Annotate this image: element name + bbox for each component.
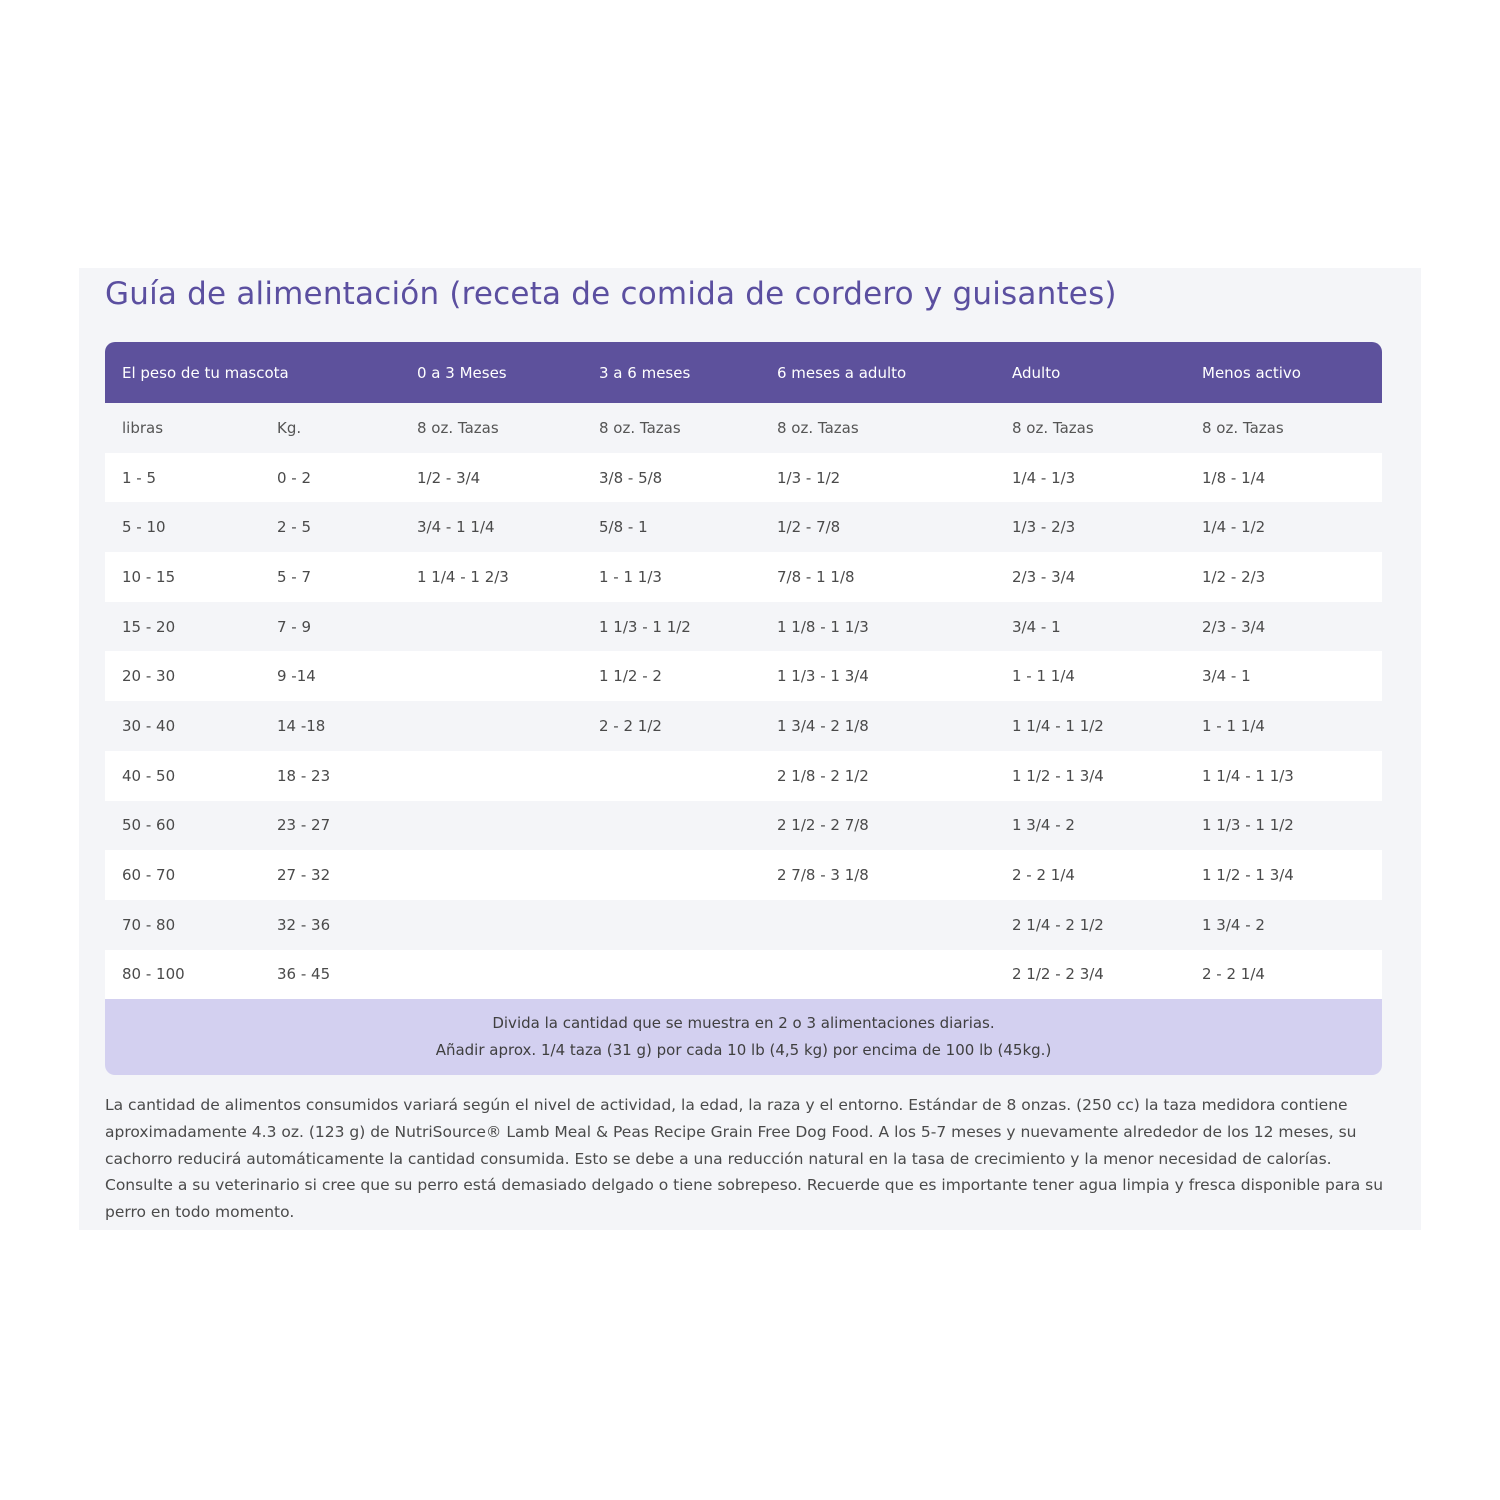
table-cell: 7 - 9: [260, 602, 400, 652]
table-cell: 9 -14: [260, 651, 400, 701]
table-cell: [400, 850, 582, 900]
table-cell: [400, 651, 582, 701]
table-cell: 1 1/4 - 1 1/2: [995, 701, 1185, 751]
table-row: [105, 950, 1382, 1000]
table-cell: 1 1/3 - 1 1/2: [1185, 801, 1382, 851]
table-cell: 3/4 - 1: [1185, 651, 1382, 701]
unit-cell: Kg.: [260, 403, 400, 453]
note-line-2: Añadir aprox. 1/4 taza (31 g) por cada 10 lb (4,5 kg) por encima de 100 lb (45kg.): [435, 1041, 1052, 1060]
table-cell: 1/2 - 7/8: [760, 502, 995, 552]
table-cell: [760, 950, 995, 1000]
table-cell: 36 - 45: [260, 950, 400, 1000]
table-cell: 1 1/2 - 1 3/4: [995, 751, 1185, 801]
unit-cell: 8 oz. Tazas: [582, 403, 760, 453]
table-cell: 1/4 - 1/3: [995, 453, 1185, 503]
table-cell: 2 7/8 - 3 1/8: [760, 850, 995, 900]
table-cell: 3/4 - 1: [995, 602, 1185, 652]
feeding-note-box: [105, 999, 1382, 1075]
unit-cell: 8 oz. Tazas: [760, 403, 995, 453]
table-cell: [582, 900, 760, 950]
table-row: [105, 552, 1382, 602]
table-cell: [400, 701, 582, 751]
table-row: [105, 900, 1382, 950]
table-cell: [400, 602, 582, 652]
page-title: Guía de alimentación (receta de comida de cordero y guisantes): [105, 276, 1117, 312]
table-cell: 2/3 - 3/4: [995, 552, 1185, 602]
table-cell: 14 -18: [260, 701, 400, 751]
table-cell: 60 - 70: [105, 850, 260, 900]
table-cell: 1 1/4 - 1 2/3: [400, 552, 582, 602]
table-cell: 70 - 80: [105, 900, 260, 950]
table-cell: [400, 801, 582, 851]
table-cell: 2 1/8 - 2 1/2: [760, 751, 995, 801]
table-cell: 32 - 36: [260, 900, 400, 950]
table-cell: 40 - 50: [105, 751, 260, 801]
table-cell: 27 - 32: [260, 850, 400, 900]
table-cell: [760, 900, 995, 950]
unit-cell: 8 oz. Tazas: [1185, 403, 1382, 453]
table-cell: 50 - 60: [105, 801, 260, 851]
table-cell: 1/4 - 1/2: [1185, 502, 1382, 552]
feeding-guide-panel: [79, 268, 1421, 1230]
table-cell: [582, 801, 760, 851]
table-cell: 0 - 2: [260, 453, 400, 503]
table-row: [105, 801, 1382, 851]
table-cell: 1/3 - 1/2: [760, 453, 995, 503]
table-cell: 1/3 - 2/3: [995, 502, 1185, 552]
table-cell: 10 - 15: [105, 552, 260, 602]
feeding-table: [105, 342, 1382, 999]
table-cell: 2 - 2 1/2: [582, 701, 760, 751]
table-cell: 1 - 1 1/4: [995, 651, 1185, 701]
table-cell: 1 1/8 - 1 1/3: [760, 602, 995, 652]
table-cell: 2 1/2 - 2 7/8: [760, 801, 995, 851]
unit-cell: libras: [105, 403, 260, 453]
table-cell: 1 1/2 - 1 3/4: [1185, 850, 1382, 900]
table-cell: 5/8 - 1: [582, 502, 760, 552]
table-cell: 7/8 - 1 1/8: [760, 552, 995, 602]
table-cell: [582, 950, 760, 1000]
table-cell: 30 - 40: [105, 701, 260, 751]
table-cell: 1 1/2 - 2: [582, 651, 760, 701]
table-cell: 2 - 2 1/4: [1185, 950, 1382, 1000]
table-cell: 80 - 100: [105, 950, 260, 1000]
table-cell: 2 - 5: [260, 502, 400, 552]
footnote-text: La cantidad de alimentos consumidos variará según el nivel de actividad, la edad, la raza y el entorno. Estándar de 8 onzas. (250 cc) la taza medidora contiene aproximadamente 4.3 oz. (123 g) de NutriSource® Lamb Meal & Peas Recipe Grain Free Dog Food. A los 5-7 meses y nuevamente alrededor de los 12 meses, su cachorro reducirá automáticamente la cantidad consumida. Esto se debe a una reducción natural en la tasa de crecimiento y la menor necesidad de calorías. Consulte a su veterinario si cree que su perro está demasiado delgado o tiene sobrepeso. Recuerde que es importante tener agua limpia y fresca disponible para su perro en todo momento.: [105, 1096, 1384, 1222]
table-cell: 20 - 30: [105, 651, 260, 701]
header-3-6-months: 3 a 6 meses: [582, 342, 760, 403]
table-cell: 18 - 23: [260, 751, 400, 801]
table-cell: [400, 751, 582, 801]
unit-cell: 8 oz. Tazas: [995, 403, 1185, 453]
feeding-table-container: [105, 342, 1382, 1075]
table-cell: 1 1/4 - 1 1/3: [1185, 751, 1382, 801]
table-cell: 1/8 - 1/4: [1185, 453, 1382, 503]
table-cell: 5 - 10: [105, 502, 260, 552]
table-cell: 1/2 - 3/4: [400, 453, 582, 503]
header-pet-weight: El peso de tu mascota: [105, 342, 400, 403]
header-0-3-months: 0 a 3 Meses: [400, 342, 582, 403]
table-cell: 2 1/4 - 2 1/2: [995, 900, 1185, 950]
table-cell: 1 3/4 - 2 1/8: [760, 701, 995, 751]
table-header-row: [105, 342, 1382, 403]
table-cell: 1 - 1 1/4: [1185, 701, 1382, 751]
table-row: [105, 453, 1382, 503]
table-cell: 1/2 - 2/3: [1185, 552, 1382, 602]
table-cell: 5 - 7: [260, 552, 400, 602]
table-row: [105, 502, 1382, 552]
table-row: [105, 701, 1382, 751]
note-line-1: Divida la cantidad que se muestra en 2 o 3 alimentaciones diarias.: [492, 1014, 995, 1033]
table-cell: 15 - 20: [105, 602, 260, 652]
table-cell: [400, 950, 582, 1000]
table-row: [105, 850, 1382, 900]
table-cell: 1 - 1 1/3: [582, 552, 760, 602]
table-cell: 1 1/3 - 1 3/4: [760, 651, 995, 701]
table-cell: 3/4 - 1 1/4: [400, 502, 582, 552]
table-cell: [582, 751, 760, 801]
table-cell: [582, 850, 760, 900]
table-row: [105, 602, 1382, 652]
table-cell: 1 1/3 - 1 1/2: [582, 602, 760, 652]
table-cell: [400, 900, 582, 950]
table-cell: 2 - 2 1/4: [995, 850, 1185, 900]
table-cell: 2 1/2 - 2 3/4: [995, 950, 1185, 1000]
unit-cell: 8 oz. Tazas: [400, 403, 582, 453]
table-cell: 1 - 5: [105, 453, 260, 503]
header-less-active: Menos activo: [1185, 342, 1382, 403]
header-adult: Adulto: [995, 342, 1185, 403]
table-cell: 23 - 27: [260, 801, 400, 851]
units-row: [105, 403, 1382, 453]
table-cell: 1 3/4 - 2: [1185, 900, 1382, 950]
table-cell: 1 3/4 - 2: [995, 801, 1185, 851]
table-body: [105, 403, 1382, 999]
header-6-months-adult: 6 meses a adulto: [760, 342, 995, 403]
table-cell: 3/8 - 5/8: [582, 453, 760, 503]
table-row: [105, 651, 1382, 701]
table-row: [105, 751, 1382, 801]
table-cell: 2/3 - 3/4: [1185, 602, 1382, 652]
